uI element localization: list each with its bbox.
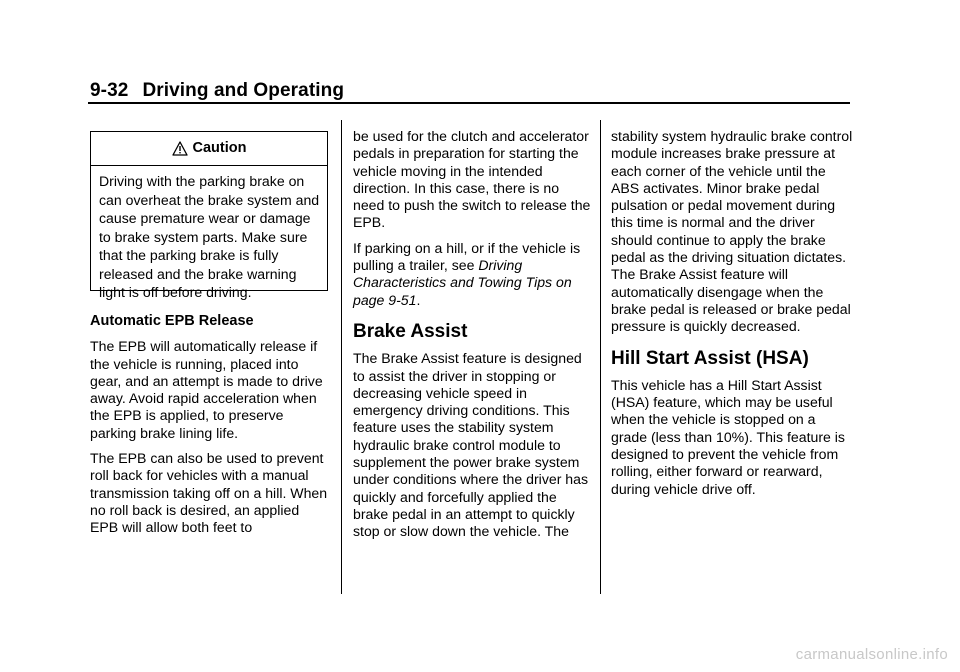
- epb-release-paragraph-1: The EPB will automatically release if the vehicle is running, placed into gear, and an attempt is made to drive away. Avoid rapid acceleration when the EPB is applied, to preserve parking brake lining life.: [90, 338, 323, 441]
- epb-release-paragraph-3-text: If parking on a hill, or if the vehicle is pulling a trailer, see: [353, 239, 581, 274]
- epb-release-paragraph-2-continued: be used for the clutch and accelerator pedals in preparation for starting the vehicle moving in the intended direction. In this case, there is no need to push the switch to release the EPB.: [353, 128, 591, 231]
- caution-title: Caution: [192, 139, 247, 156]
- page-number: 9-32: [90, 80, 129, 101]
- page-header: [90, 80, 344, 102]
- epb-release-paragraph-3-end: .: [416, 291, 421, 308]
- caution-box: [90, 131, 328, 300]
- column-divider-1: [341, 120, 342, 594]
- caution-header: [91, 132, 327, 166]
- column-2: [353, 128, 593, 549]
- caution-text: Driving with the parking brake on can overheat the brake system and cause premature wear or damage to brake system parts. Make sure that the parking brake is fully released and the brake warning light is off before driving.: [99, 173, 320, 300]
- caution-triangle-icon: [172, 141, 188, 156]
- hsa-paragraph-1: This vehicle has a Hill Start Assist (HSA) feature, which may be useful when the vehicle is stopped on a grade (less than 10%). This feature is designed to prevent the vehicle from rolling, either forward or rearward, during vehicle drive off.: [611, 376, 845, 497]
- brake-assist-paragraph-1-continued: stability system hydraulic brake control module increases brake pressure at each corner of the vehicle until the ABS activates. Minor brake pedal pulsation or pedal movement during this time is normal and the driver should continue to apply the brake pedal as the driving situation dictates. The Brake Assist feature will automatically disengage when the brake pedal is released or brake pedal pressure is quickly decreased.: [611, 128, 853, 335]
- column-1: [90, 131, 330, 545]
- hsa-heading: Hill Start Assist (HSA): [611, 347, 809, 369]
- epb-release-paragraph-3: [353, 240, 593, 309]
- section-title: Driving and Operating: [142, 80, 345, 101]
- epb-release-paragraph-2: The EPB can also be used to prevent roll back for vehicles with a manual transmission taking off on a hill. When no roll back is desired, an applied EPB will allow both feet to: [90, 450, 328, 536]
- column-3: [611, 128, 853, 506]
- brake-assist-paragraph-1: The Brake Assist feature is designed to assist the driver in stopping or decreasing vehicle speed in emergency driving conditions. This feature uses the stability system hydraulic brake control module to supplement the power brake system under conditions where the driver has quickly and forcefully applied the brake pedal in an attempt to quickly stop or slow down the vehicle. The: [353, 350, 589, 540]
- header-rule: [88, 102, 850, 104]
- watermark: carmanualsonline.info: [795, 646, 948, 663]
- brake-assist-heading: Brake Assist: [353, 320, 468, 342]
- epb-release-heading: Automatic EPB Release: [90, 313, 254, 329]
- towing-tips-cross-reference: Driving Characteristics and Towing Tips on page 9-51: [353, 257, 572, 308]
- column-divider-2: [600, 120, 601, 594]
